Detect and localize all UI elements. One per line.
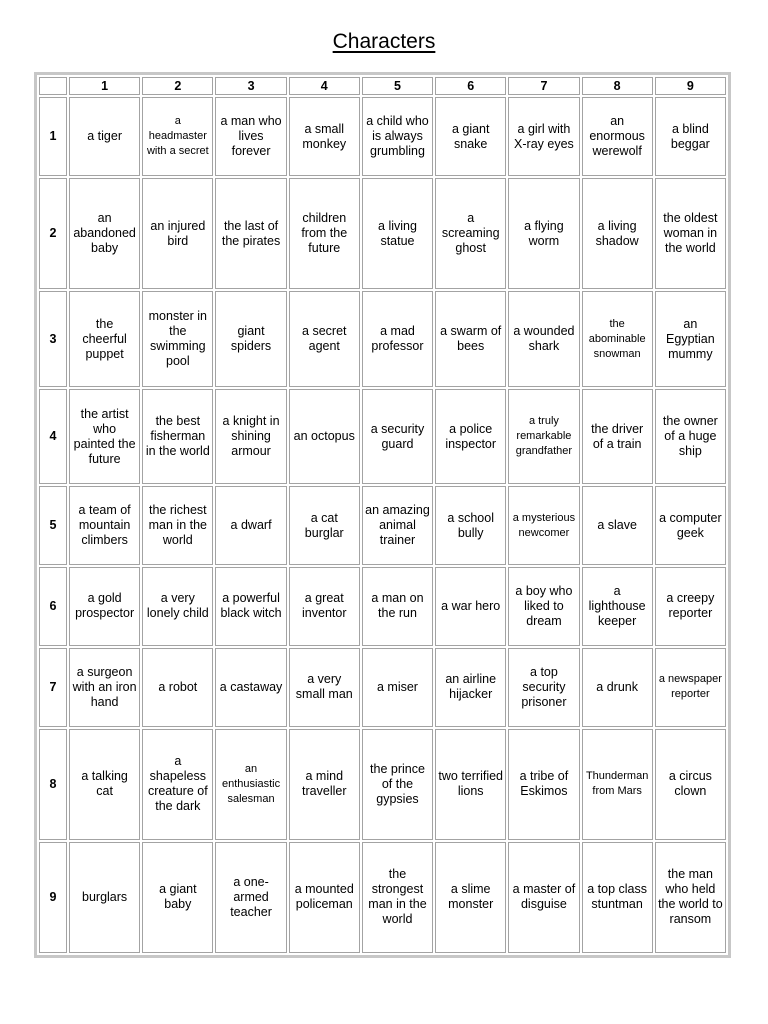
character-cell: a top class stuntman [582, 842, 653, 953]
row-header: 4 [39, 389, 67, 484]
row-header: 1 [39, 97, 67, 176]
character-cell: a secret agent [289, 291, 360, 387]
character-cell: a mind traveller [289, 729, 360, 840]
character-cell: an abandoned baby [69, 178, 140, 289]
character-cell: a shapeless creature of the dark [142, 729, 213, 840]
character-cell: monster in the swimming pool [142, 291, 213, 387]
header-row [39, 77, 726, 95]
column-header: 9 [655, 77, 726, 95]
character-cell: a living shadow [582, 178, 653, 289]
table-row [39, 486, 726, 565]
character-cell: a tiger [69, 97, 140, 176]
character-cell: a headmaster with a secret [142, 97, 213, 176]
table-row [39, 291, 726, 387]
character-cell: a slime monster [435, 842, 506, 953]
character-cell: burglars [69, 842, 140, 953]
character-cell: a one-armed teacher [215, 842, 286, 953]
character-cell: an airline hijacker [435, 648, 506, 727]
character-cell: a master of disguise [508, 842, 579, 953]
table-row [39, 729, 726, 840]
column-header: 2 [142, 77, 213, 95]
character-cell: the oldest woman in the world [655, 178, 726, 289]
character-cell: the cheerful puppet [69, 291, 140, 387]
character-cell: a circus clown [655, 729, 726, 840]
character-cell: a drunk [582, 648, 653, 727]
column-header: 4 [289, 77, 360, 95]
character-cell: giant spiders [215, 291, 286, 387]
character-cell: a talking cat [69, 729, 140, 840]
character-cell: a computer geek [655, 486, 726, 565]
table-row [39, 842, 726, 953]
column-header: 3 [215, 77, 286, 95]
character-cell: a giant baby [142, 842, 213, 953]
character-cell: a living statue [362, 178, 433, 289]
character-cell: the last of the pirates [215, 178, 286, 289]
table-row [39, 648, 726, 727]
character-cell: a very lonely child [142, 567, 213, 646]
character-cell: a newspaper reporter [655, 648, 726, 727]
column-header: 8 [582, 77, 653, 95]
row-header: 9 [39, 842, 67, 953]
character-cell: a security guard [362, 389, 433, 484]
character-cell: the strongest man in the world [362, 842, 433, 953]
character-cell: the artist who painted the future [69, 389, 140, 484]
character-cell: an octopus [289, 389, 360, 484]
character-cell: a tribe of Eskimos [508, 729, 579, 840]
row-header: 5 [39, 486, 67, 565]
table-row [39, 97, 726, 176]
character-cell: a creepy reporter [655, 567, 726, 646]
character-cell: a wounded shark [508, 291, 579, 387]
character-cell: a powerful black witch [215, 567, 286, 646]
character-cell: a flying worm [508, 178, 579, 289]
character-cell: the man who held the world to ransom [655, 842, 726, 953]
character-cell: a castaway [215, 648, 286, 727]
column-header: 5 [362, 77, 433, 95]
character-cell: the owner of a huge ship [655, 389, 726, 484]
corner-cell [39, 77, 67, 95]
character-cell: two terrified lions [435, 729, 506, 840]
character-cell: a mysterious newcomer [508, 486, 579, 565]
table-row [39, 567, 726, 646]
character-cell: a small monkey [289, 97, 360, 176]
character-cell: a mounted policeman [289, 842, 360, 953]
character-cell: a blind beggar [655, 97, 726, 176]
character-cell: a top security prisoner [508, 648, 579, 727]
row-header: 7 [39, 648, 67, 727]
character-cell: a girl with X-ray eyes [508, 97, 579, 176]
character-cell: a slave [582, 486, 653, 565]
character-cell: a dwarf [215, 486, 286, 565]
character-cell: an Egyptian mummy [655, 291, 726, 387]
column-header: 7 [508, 77, 579, 95]
character-cell: a surgeon with an iron hand [69, 648, 140, 727]
character-cell: a cat burglar [289, 486, 360, 565]
character-cell: a boy who liked to dream [508, 567, 579, 646]
character-cell: an enormous werewolf [582, 97, 653, 176]
character-cell: a robot [142, 648, 213, 727]
character-cell: an enthusiastic salesman [215, 729, 286, 840]
character-cell: a giant snake [435, 97, 506, 176]
character-cell: a man on the run [362, 567, 433, 646]
character-cell: a great inventor [289, 567, 360, 646]
table-row [39, 178, 726, 289]
character-cell: the abominable snowman [582, 291, 653, 387]
character-cell: a swarm of bees [435, 291, 506, 387]
table-row [39, 389, 726, 484]
character-cell: a man who lives forever [215, 97, 286, 176]
character-cell: a lighthouse keeper [582, 567, 653, 646]
character-cell: a truly remarkable grandfather [508, 389, 579, 484]
character-cell: the prince of the gypsies [362, 729, 433, 840]
character-cell: a war hero [435, 567, 506, 646]
character-cell: children from the future [289, 178, 360, 289]
row-header: 2 [39, 178, 67, 289]
row-header: 6 [39, 567, 67, 646]
character-cell: a child who is always grumbling [362, 97, 433, 176]
row-header: 8 [39, 729, 67, 840]
character-cell: a miser [362, 648, 433, 727]
character-cell: a team of mountain climbers [69, 486, 140, 565]
characters-table [34, 72, 731, 958]
character-cell: a knight in shining armour [215, 389, 286, 484]
page-title: Characters [332, 30, 436, 53]
character-cell: a police inspector [435, 389, 506, 484]
character-cell: an injured bird [142, 178, 213, 289]
row-header: 3 [39, 291, 67, 387]
character-cell: a school bully [435, 486, 506, 565]
character-cell: the driver of a train [582, 389, 653, 484]
column-header: 1 [69, 77, 140, 95]
column-header: 6 [435, 77, 506, 95]
character-cell: a very small man [289, 648, 360, 727]
character-cell: a screaming ghost [435, 178, 506, 289]
character-cell: a gold prospector [69, 567, 140, 646]
character-cell: the best fisherman in the world [142, 389, 213, 484]
character-cell: an amazing animal trainer [362, 486, 433, 565]
character-cell: Thunderman from Mars [582, 729, 653, 840]
character-cell: the richest man in the world [142, 486, 213, 565]
character-cell: a mad professor [362, 291, 433, 387]
